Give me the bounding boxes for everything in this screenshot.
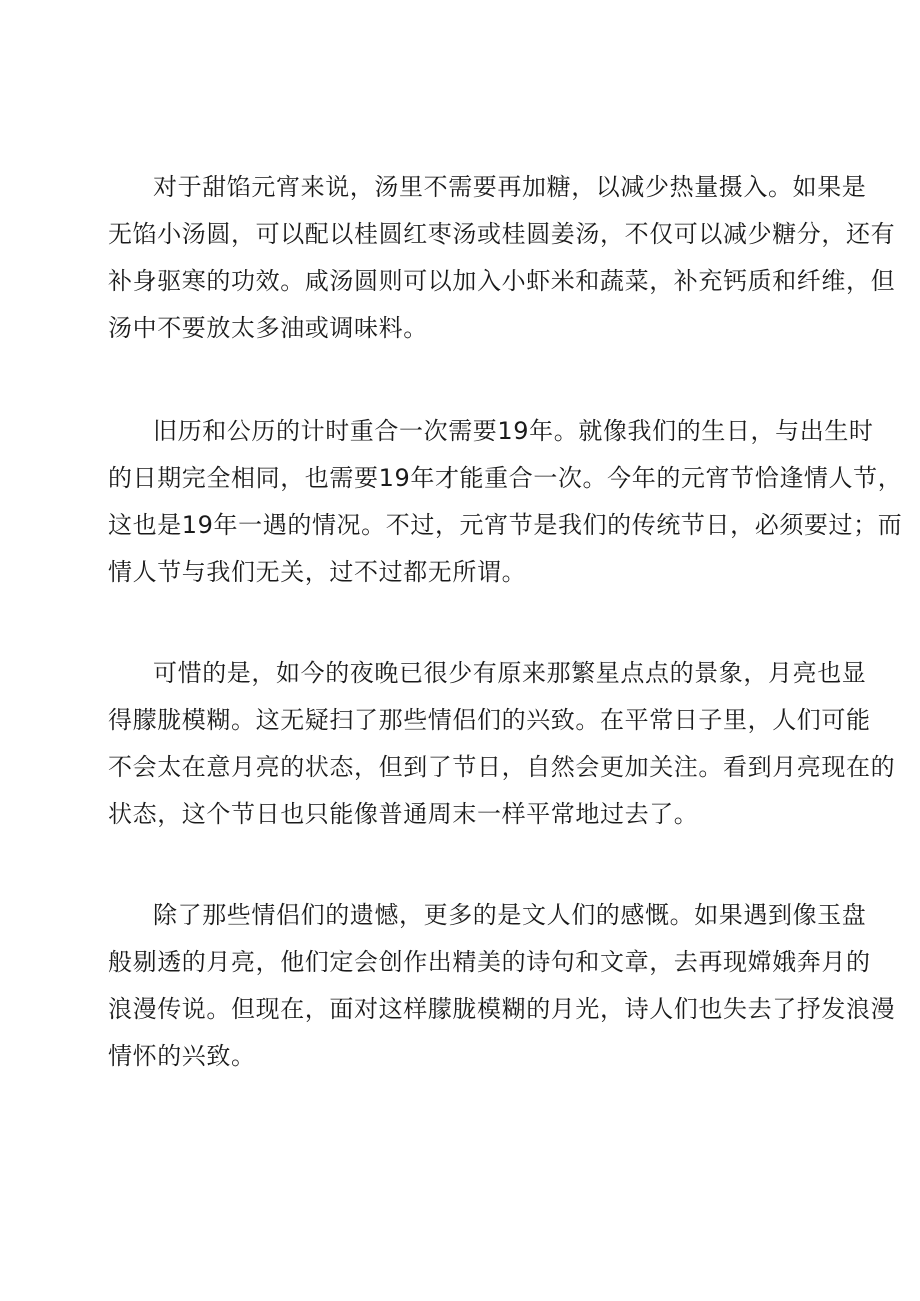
paragraph-line: 这也是19年一遇的情况。不过，元宵节是我们的传统节日，必须要过；而 xyxy=(108,511,903,539)
paragraph-line: 浪漫传说。但现在，面对这样朦胧模糊的月光，诗人们也失去了抒发浪漫 xyxy=(108,995,896,1023)
paragraph-line: 不会太在意月亮的状态，但到了节日，自然会更加关注。看到月亮现在的 xyxy=(108,753,896,781)
paragraph-line: 补身驱寒的功效。咸汤圆则可以加入小虾米和蔬菜，补充钙质和纤维，但 xyxy=(108,267,896,295)
paragraph-line: 状态，这个节日也只能像普通周末一样平常地过去了。 xyxy=(108,800,699,828)
paragraph-line: 对于甜馅元宵来说，汤里不需要再加糖，以减少热量摄入。如果是 xyxy=(153,173,867,201)
paragraph-2 xyxy=(108,408,903,596)
paragraph-1 xyxy=(108,164,896,352)
paragraph-line: 情人节与我们无关，过不过都无所谓。 xyxy=(108,558,527,586)
paragraph-3 xyxy=(108,650,896,838)
paragraph-line: 般剔透的月亮，他们定会创作出精美的诗句和文章，去再现嫦娥奔月的 xyxy=(108,948,871,976)
paragraph-line: 除了那些情侣们的遗憾，更多的是文人们的感慨。如果遇到像玉盘 xyxy=(153,901,867,929)
paragraph-line: 得朦胧模糊。这无疑扫了那些情侣们的兴致。在平常日子里，人们可能 xyxy=(108,706,871,734)
paragraph-line: 无馅小汤圆，可以配以桂圆红枣汤或桂圆姜汤，不仅可以减少糖分，还有 xyxy=(108,220,896,248)
paragraph-4 xyxy=(108,892,896,1080)
paragraph-line: 汤中不要放太多油或调味料。 xyxy=(108,314,428,342)
paragraph-line: 情怀的兴致。 xyxy=(108,1042,256,1070)
paragraph-line: 可惜的是，如今的夜晚已很少有原来那繁星点点的景象，月亮也显 xyxy=(153,659,867,687)
paragraph-line: 的日期完全相同，也需要19年才能重合一次。今年的元宵节恰逢情人节， xyxy=(108,464,903,492)
paragraph-line: 旧历和公历的计时重合一次需要19年。就像我们的生日，与出生时 xyxy=(153,417,874,445)
